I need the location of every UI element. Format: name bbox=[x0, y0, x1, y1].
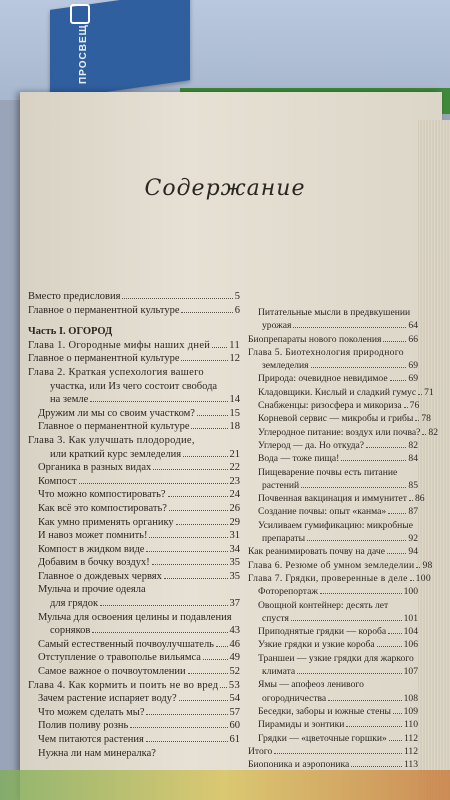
toc-leader-dots bbox=[388, 633, 401, 634]
toc-entry-title: на земле bbox=[50, 394, 89, 406]
toc-leader-dots bbox=[212, 347, 227, 348]
toc-entry-page: 31 bbox=[229, 530, 240, 542]
toc-entry-page: 54 bbox=[229, 693, 240, 705]
toc-entry-page: 60 bbox=[229, 720, 240, 732]
toc-entry-title: участка, или Из чего состоит свобода bbox=[50, 380, 218, 392]
toc-entry bbox=[248, 505, 418, 518]
toc-entry-title: Корневой сервис — микробы и грибы bbox=[258, 413, 414, 425]
toc-entry-page: 15 bbox=[229, 407, 240, 419]
toc-leader-dots bbox=[389, 740, 402, 741]
toc-entry bbox=[28, 597, 240, 611]
toc-entry bbox=[28, 733, 240, 747]
toc-entry bbox=[28, 624, 240, 638]
toc-entry bbox=[248, 439, 418, 452]
toc-entry bbox=[28, 290, 240, 304]
toc-entry bbox=[28, 516, 240, 530]
toc-entry bbox=[248, 599, 418, 612]
toc-entry-page: 46 bbox=[229, 638, 240, 650]
toc-entry-page: 100 bbox=[415, 572, 431, 584]
toc-entry bbox=[28, 420, 240, 434]
toc-entry-page: 61 bbox=[229, 734, 240, 745]
background-colorful-edge bbox=[0, 770, 450, 800]
toc-leader-dots bbox=[346, 726, 402, 727]
toc-entry-title: растений bbox=[262, 479, 300, 491]
toc-leader-dots bbox=[390, 380, 407, 381]
toc-entry bbox=[28, 407, 240, 421]
toc-entry bbox=[248, 559, 433, 572]
toc-leader-dots bbox=[169, 510, 228, 511]
toc-leader-dots bbox=[153, 469, 227, 470]
toc-leader-dots bbox=[146, 741, 228, 742]
toc-leader-dots bbox=[181, 360, 227, 361]
page-edges bbox=[415, 120, 450, 800]
toc-leader-dots bbox=[216, 646, 228, 647]
toc-entry-page: 69 bbox=[408, 373, 418, 385]
toc-entry bbox=[28, 570, 240, 584]
toc-entry bbox=[248, 426, 438, 439]
toc-entry-title: сорняков bbox=[50, 625, 91, 637]
toc-leader-dots bbox=[388, 513, 406, 514]
toc-entry-page: 24 bbox=[229, 489, 240, 501]
toc-entry-page: 71 bbox=[424, 386, 434, 398]
toc-leader-dots bbox=[274, 753, 402, 754]
toc-leader-dots bbox=[100, 605, 227, 606]
toc-entry-title: Вместо предисловия bbox=[28, 291, 121, 302]
toc-entry-page: 107 bbox=[403, 666, 418, 678]
toc-leader-dots bbox=[409, 500, 413, 501]
toc-entry-page: 43 bbox=[229, 625, 240, 637]
toc-entry-title: Снабженцы: ризосфера и микориза bbox=[258, 400, 402, 412]
toc-entry bbox=[248, 532, 418, 545]
toc-entry bbox=[28, 366, 240, 380]
toc-entry-title: Траншеи — узкие грядки для жаркого bbox=[258, 652, 414, 664]
toc-entry bbox=[28, 434, 240, 448]
toc-leader-dots bbox=[418, 394, 422, 395]
toc-entry-title: Углеродное питание: воздух или почва? bbox=[258, 426, 421, 438]
toc-entry-title: Глава 6. Резюме об умном земледелии bbox=[248, 559, 415, 571]
toc-entry bbox=[248, 399, 418, 412]
toc-entry-title: Зачем растение испаряет воду? bbox=[38, 693, 177, 705]
toc-entry-page: 85 bbox=[408, 479, 418, 491]
toc-leader-dots bbox=[291, 620, 402, 621]
toc-entry-title: Глава 7. Грядки, проверенные в деле bbox=[248, 572, 408, 584]
toc-entry-page: 34 bbox=[229, 543, 240, 555]
toc-entry bbox=[248, 346, 418, 359]
toc-entry bbox=[248, 466, 418, 479]
toc-entry-title: или краткий курс земледелия bbox=[50, 448, 182, 460]
toc-entry-title: Кладовщики. Кислый и сладкий гумус bbox=[258, 386, 417, 398]
toc-entry-title: препараты bbox=[262, 533, 306, 545]
toc-leader-dots bbox=[293, 327, 406, 328]
toc-leader-dots bbox=[183, 456, 227, 457]
toc-leader-dots bbox=[341, 460, 406, 461]
toc-leader-dots bbox=[176, 524, 228, 525]
toc-entry bbox=[28, 651, 240, 665]
toc-entry-title: Природа: очевидное невидимое bbox=[258, 373, 388, 385]
toc-entry-title: Фоторепортаж bbox=[258, 586, 318, 598]
toc-entry-page: 76 bbox=[409, 400, 420, 412]
toc-leader-dots bbox=[328, 700, 401, 701]
toc-leader-dots bbox=[152, 564, 228, 565]
toc-entry bbox=[28, 475, 240, 489]
toc-entry bbox=[28, 461, 240, 475]
toc-leader-dots bbox=[307, 540, 406, 541]
toc-leader-dots bbox=[197, 415, 228, 416]
toc-entry-page: 69 bbox=[408, 360, 418, 372]
toc-entry-page: 23 bbox=[229, 475, 240, 487]
toc-leader-dots bbox=[366, 447, 406, 448]
toc-entry-title: спустя bbox=[262, 612, 289, 624]
toc-entry-title: Глава 5. Биотехнология природного bbox=[248, 346, 404, 358]
toc-entry bbox=[248, 745, 418, 758]
toc-entry bbox=[28, 339, 240, 353]
toc-entry-page: 53 bbox=[228, 679, 240, 691]
toc-entry bbox=[28, 393, 240, 407]
toc-leader-dots bbox=[79, 483, 228, 484]
toc-entry-page: 113 bbox=[403, 759, 418, 771]
toc-entry bbox=[248, 585, 418, 598]
toc-entry-page: 78 bbox=[421, 413, 431, 425]
toc-entry-title: Компост bbox=[38, 475, 77, 487]
toc-entry bbox=[248, 519, 418, 532]
toc-entry bbox=[248, 638, 418, 651]
toc-leader-dots bbox=[149, 537, 227, 538]
toc-entry-title: Добавим в бочку воздух! bbox=[38, 557, 150, 569]
toc-entry-page: 21 bbox=[229, 448, 240, 460]
toc-leader-dots bbox=[203, 659, 228, 660]
toc-entry-title: Полив поливу рознь bbox=[38, 720, 129, 732]
toc-entry bbox=[28, 638, 240, 652]
toc-entry bbox=[248, 452, 418, 465]
toc-entry-title: Почвенная вакцинация и иммунитет bbox=[258, 493, 407, 505]
toc-entry-title: Итого bbox=[248, 745, 273, 757]
toc-entry bbox=[28, 380, 240, 394]
toc-entry bbox=[28, 706, 240, 720]
toc-entry-title: Часть I. ОГОРОД bbox=[28, 326, 113, 338]
toc-entry bbox=[248, 718, 418, 731]
toc-entry-title: земледелия bbox=[262, 360, 309, 372]
toc-entry-page: 101 bbox=[403, 612, 418, 624]
toc-entry bbox=[28, 679, 240, 693]
toc-entry-page: 35 bbox=[229, 557, 240, 569]
toc-entry-title: Биопрепараты нового поколения bbox=[248, 333, 382, 345]
toc-entry bbox=[248, 333, 418, 346]
toc-entry-page: 57 bbox=[229, 706, 240, 718]
toc-entry-page: 87 bbox=[408, 506, 418, 518]
toc-entry-title: Компост в жидком виде bbox=[38, 543, 145, 555]
toc-entry bbox=[248, 612, 418, 625]
toc-entry-page: 49 bbox=[229, 652, 240, 664]
toc-entry-page: 100 bbox=[403, 586, 418, 598]
toc-right-column bbox=[248, 306, 438, 771]
toc-entry bbox=[28, 352, 240, 366]
toc-entry bbox=[248, 545, 418, 558]
toc-entry-title: Нужна ли нам минералка? bbox=[38, 747, 156, 759]
toc-entry bbox=[28, 556, 240, 570]
toc-entry-title: Отступление о травопольe вильямса bbox=[38, 652, 201, 664]
toc-entry bbox=[28, 665, 240, 679]
toc-entry bbox=[28, 583, 240, 597]
toc-entry bbox=[28, 502, 240, 516]
toc-leader-dots bbox=[301, 487, 406, 488]
toc-entry-page: 29 bbox=[229, 516, 240, 528]
toc-entry-title: для грядок bbox=[50, 598, 99, 610]
toc-entry bbox=[28, 747, 240, 761]
toc-leader-dots bbox=[320, 593, 402, 594]
toc-entry-title: Биопоника и аэропоника bbox=[248, 759, 350, 771]
toc-entry-title: Узкие грядки и узкие короба bbox=[258, 639, 375, 651]
toc-leader-dots bbox=[416, 567, 420, 568]
toc-leader-dots bbox=[146, 714, 227, 715]
toc-spacer bbox=[28, 317, 240, 325]
toc-entry bbox=[248, 319, 418, 332]
toc-entry-page: 94 bbox=[408, 546, 418, 558]
toc-entry-title: Что можем сделать мы? bbox=[38, 706, 145, 718]
toc-entry-title: Самый естественный почвоулучшатель bbox=[38, 638, 214, 650]
toc-entry-page: 22 bbox=[229, 462, 240, 474]
toc-entry-page: 11 bbox=[229, 339, 240, 351]
toc-leader-dots bbox=[179, 700, 228, 701]
toc-entry-title: урожая bbox=[262, 320, 292, 332]
toc-entry bbox=[28, 325, 240, 339]
toc-leader-dots bbox=[130, 727, 227, 728]
toc-leader-dots bbox=[393, 713, 402, 714]
toc-entry bbox=[28, 611, 240, 625]
toc-entry-title: Мульча для освоения целины и подавления bbox=[38, 611, 232, 623]
toc-entry-title: Как умно применять органику bbox=[38, 516, 174, 528]
toc-entry-title: огородничества bbox=[262, 692, 327, 704]
toc-entry bbox=[248, 306, 418, 319]
toc-leader-dots bbox=[404, 407, 408, 408]
toc-entry-title: Пирамиды и зонтики bbox=[258, 719, 345, 731]
toc-entry-page: 112 bbox=[403, 745, 418, 757]
toc-entry-title: Чем питаются растения bbox=[38, 734, 144, 745]
book-spine-text: ПРОСВЕЩ bbox=[78, 24, 89, 84]
toc-entry bbox=[28, 719, 240, 733]
page-title: Содержание bbox=[144, 176, 306, 201]
toc-entry-page: 37 bbox=[229, 598, 240, 610]
toc-entry bbox=[248, 386, 434, 399]
toc-entry-title: И навоз может помнить! bbox=[38, 530, 148, 542]
toc-entry-title: Глава 3. Как улучшать плодородие, bbox=[28, 434, 195, 446]
toc-entry bbox=[248, 652, 418, 665]
toc-entry-title: Что можно компостировать? bbox=[38, 489, 166, 501]
toc-entry-page: 14 bbox=[229, 394, 240, 406]
toc-entry-page: 92 bbox=[408, 533, 418, 545]
toc-entry bbox=[28, 529, 240, 543]
toc-entry-title: Грядки — «цветочные горшки» bbox=[258, 732, 387, 744]
toc-entry-page: 35 bbox=[229, 570, 240, 582]
toc-entry-page: 6 bbox=[234, 304, 240, 316]
toc-entry bbox=[248, 678, 418, 691]
toc-entry-page: 98 bbox=[422, 559, 433, 571]
toc-entry bbox=[28, 448, 240, 462]
toc-entry-title: Создание почвы: опыт «канма» bbox=[258, 506, 387, 518]
toc-entry-title: Углерод — да. Но откуда? bbox=[258, 439, 365, 451]
toc-leader-dots bbox=[181, 312, 232, 313]
toc-entry bbox=[248, 412, 431, 425]
toc-leader-dots bbox=[122, 298, 232, 299]
toc-leader-dots bbox=[164, 578, 228, 579]
toc-entry-title: Главное о дождевых червях bbox=[38, 570, 162, 582]
toc-entry-title: Глава 2. Краткая успехология вашего bbox=[28, 366, 204, 378]
toc-entry-title: Как всё это компостировать? bbox=[38, 502, 167, 514]
toc-leader-dots bbox=[351, 766, 402, 767]
toc-entry-title: Главное о перманентной культуре bbox=[38, 421, 190, 433]
toc-entry-page: 82 bbox=[428, 426, 438, 438]
toc-leader-dots bbox=[92, 632, 227, 633]
toc-entry-title: Главное о перманентной культуре bbox=[28, 353, 180, 365]
toc-leader-dots bbox=[297, 673, 401, 674]
toc-entry-page: 110 bbox=[403, 719, 418, 731]
toc-entry-page: 86 bbox=[414, 493, 425, 505]
toc-entry bbox=[248, 372, 418, 385]
toc-entry-title: Беседки, заборы и южные стены bbox=[258, 705, 391, 717]
toc-entry bbox=[248, 572, 431, 585]
toc-entry-title: Приподнятые грядки — короба bbox=[258, 626, 387, 638]
toc-leader-dots bbox=[415, 420, 419, 421]
toc-entry-page: 108 bbox=[403, 692, 418, 704]
toc-entry-title: Дружим ли мы со своим участком? bbox=[38, 407, 195, 419]
toc-entry bbox=[248, 625, 418, 638]
toc-leader-dots bbox=[377, 646, 402, 647]
toc-entry-title: Самое важное о почвоутомлении bbox=[38, 666, 186, 678]
toc-leader-dots bbox=[311, 367, 407, 368]
toc-entry-page: 82 bbox=[408, 439, 418, 451]
toc-leader-dots bbox=[90, 401, 227, 402]
toc-leader-dots bbox=[168, 496, 228, 497]
toc-leader-dots bbox=[220, 687, 227, 688]
toc-entry-page: 5 bbox=[234, 291, 240, 302]
toc-entry-page: 66 bbox=[408, 333, 418, 345]
toc-entry-page: 64 bbox=[408, 320, 418, 332]
toc-entry bbox=[248, 732, 418, 745]
toc-entry-page: 52 bbox=[229, 666, 240, 678]
toc-entry bbox=[28, 543, 240, 557]
toc-entry-title: Вода — тоже пища! bbox=[258, 453, 340, 465]
toc-entry-title: Глава 1. Огородные мифы наших дней bbox=[28, 339, 211, 351]
toc-entry-page: 18 bbox=[229, 421, 240, 433]
toc-entry-title: Главное о перманентной культуре bbox=[28, 304, 180, 316]
toc-leader-dots bbox=[410, 580, 414, 581]
toc-entry-title: Мульча и прочие одеяла bbox=[38, 584, 146, 596]
toc-entry bbox=[28, 488, 240, 502]
toc-entry-page: 12 bbox=[229, 353, 240, 365]
toc-entry-title: Глава 4. Как кормить и поить не во вред bbox=[28, 679, 219, 691]
toc-leader-dots bbox=[191, 428, 227, 429]
toc-entry bbox=[28, 692, 240, 706]
toc-entry-title: климата bbox=[262, 666, 296, 678]
toc-entry-title: Усиливаем гумификацию: микробные bbox=[258, 519, 413, 531]
toc-entry-page: 112 bbox=[403, 732, 418, 744]
toc-leader-dots bbox=[422, 434, 426, 435]
toc-entry-title: Органика в разных видах bbox=[38, 462, 152, 474]
toc-entry-title: Пищеварение почвы есть питание bbox=[258, 466, 398, 478]
toc-left-column bbox=[28, 290, 240, 760]
toc-entry bbox=[248, 665, 418, 678]
toc-entry bbox=[248, 359, 418, 372]
toc-entry-page: 84 bbox=[408, 453, 418, 465]
toc-leader-dots bbox=[387, 553, 406, 554]
toc-entry bbox=[248, 692, 418, 705]
toc-entry bbox=[28, 304, 240, 318]
toc-entry-page: 109 bbox=[403, 705, 418, 717]
toc-entry-title: Ямы — апофеоз ленивого bbox=[258, 679, 364, 691]
toc-entry-title: Овощной контейнер: десять лет bbox=[258, 599, 389, 611]
toc-entry-page: 26 bbox=[229, 502, 240, 514]
toc-entry bbox=[248, 492, 425, 505]
toc-entry bbox=[248, 705, 418, 718]
toc-entry bbox=[248, 479, 418, 492]
toc-leader-dots bbox=[383, 341, 406, 342]
toc-leader-dots bbox=[188, 673, 228, 674]
toc-entry-page: 106 bbox=[403, 639, 418, 651]
toc-entry-title: Питательные мысли в предвкушении bbox=[258, 307, 411, 318]
toc-leader-dots bbox=[146, 551, 227, 552]
toc-entry-page: 104 bbox=[403, 626, 418, 638]
toc-entry-title: Как реанимировать почву на даче bbox=[248, 546, 386, 558]
